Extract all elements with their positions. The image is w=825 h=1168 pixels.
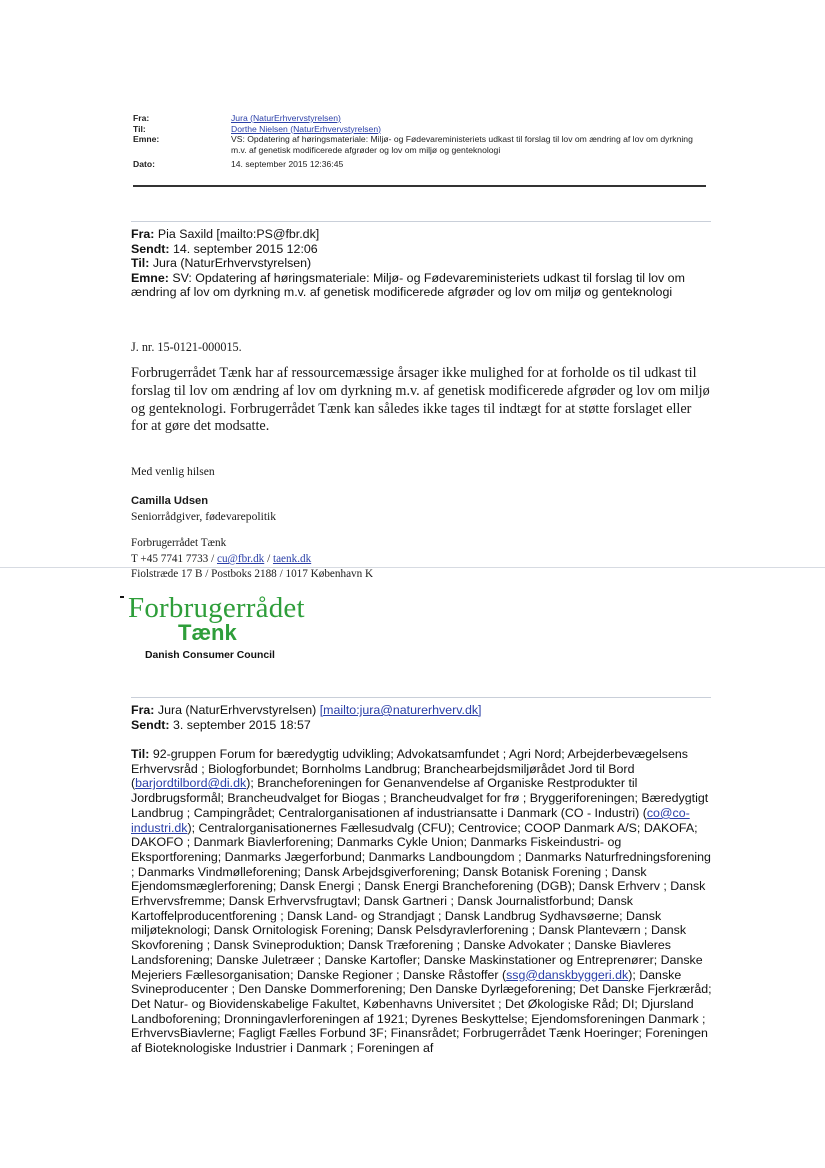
message1-to-line [131,256,711,271]
message2-sent-value: 3. september 2015 18:57 [173,717,311,732]
message1-subject-line [131,271,711,300]
recipient-email-link-1[interactable]: barjordtilbord@di.dk [135,776,247,791]
signature-name: Camilla Udsen [131,495,209,507]
scan-line [0,567,825,568]
header-subject-value: VS: Opdatering af høringsmateriale: Miljø- og Fødevareministeriets udkast til forslag til lov om ændring af lov om dyrkning m.v. af genetisk modificerede afgrøder og lov om miljø og genteknologi [231,134,693,155]
message2-from-line [131,703,711,718]
signature-email-link[interactable]: cu@fbr.dk [216,553,265,565]
message2-from-mailto-link[interactable]: [mailto:jura@naturerhverv.dk] [319,703,482,717]
header-subject-label: Emne: [133,134,160,144]
message2-recipients [131,747,713,1056]
message2-from-label: Fra: [131,703,155,717]
logo-line2: Tænk [178,620,237,645]
message1-from-label: Fra: [131,227,155,241]
forward-header [133,113,708,170]
header-divider [133,185,706,187]
message2-sent-line [131,718,711,733]
recipients-part1: 92-gruppen Forum for bæredygtig udvikling; Advokatsamfundet ; Agri Nord; Arbejderbevægelsens Erhvervsråd ; Biologforbundet; Bornholms Landbrug; Branchearbejdsmiljørådet Jord til Bord ( [131,747,688,791]
header-to-row [133,124,708,135]
header-from-row [133,113,708,124]
signature-address: Fiolstræde 17 B / Postboks 2188 / 1017 København K [131,568,374,580]
message1-sent-label: Sendt: [131,241,170,256]
signature-slash: / [267,553,271,565]
journal-number: J. nr. 15-0121-000015. [131,340,242,354]
logo-line1: Forbrugerrådet [128,592,305,624]
signature-web-link[interactable]: taenk.dk [272,553,312,565]
body-paragraph: Forbrugerrådet Tænk har af ressourcemæssige årsager ikke mulighed for at forholde os til udkast til forslag til lov om ændring af lov om dyrkning m.v. af genetisk modificerede afgrøder og lov om miljø og genteknologi. Forbrugerrådet Tænk kan således ikke tages til indtægt for at støtte forslaget eller for at gøre det modsatte. [131,365,710,435]
logo-line3: Danish Consumer Council [145,650,275,661]
header-to-label: Til: [133,123,146,134]
message2-sent-label: Sendt: [131,717,170,732]
message1-from-value: Pia Saxild [mailto:PS@fbr.dk] [157,227,320,241]
message1-to-label: Til: [131,256,150,271]
greeting: Med venlig hilsen [131,465,215,478]
message1-subject-value: SV: Opdatering af høringsmateriale: Miljø- og Fødevareministeriets udkast til forslag til lov om ændring af lov om dyrkning m.v. af genetisk modificerede afgrøder og lov om miljø og genteknologi [131,270,685,300]
header-from-link[interactable]: Jura (NaturErhvervstyrelsen) [231,113,341,123]
message2-meta [131,703,711,732]
recipients-part4: ); Danske Svineproducenter ; Den Danske Dommerforening; Den Danske Dyrlægeforening; Det Danske Fjerkræråd; Det Natur- og Biovidenskabelige Fakultet, Københavns Universitet ; Det Økologiske Råd; DI; Djursland Landboforening; Dronningavlerforeningen af 1921; Dyrenes Beskyttelse; Ejendomsforeningen Danmark ; ErhvervsBiavlerne; Fagligt Fælles Forbund 3F; Finansrådet; Forbrugerrådet Tænk Hoeringer; Foreningen af Bioteknologiske Industrier i Danmark ; Foreningen af [131,967,712,1056]
signature-contact [131,553,311,565]
message2-to-label: Til: [131,747,150,761]
recipient-email-link-3[interactable]: ssg@danskbyggeri.dk [506,967,629,982]
message1-sent-value: 14. september 2015 12:06 [173,241,318,256]
signature-title: Seniorrådgiver, fødevarepolitik [131,510,277,523]
header-to-link[interactable]: Dorthe Nielsen (NaturErhvervstyrelsen) [231,123,381,134]
message1-to-value: Jura (NaturErhvervstyrelsen) [152,256,312,271]
message1-subject-label: Emne: [131,270,169,285]
signature-phone: T +45 7741 7733 / [131,553,215,565]
message1-sent-line [131,242,711,257]
brand-logo [120,592,380,667]
header-date-row [133,159,708,170]
message1-from-line [131,227,711,242]
recipients-part3: ); Centralorganisationernes Fællesudvalg (CFU); Centrovice; COOP Danmark A/S; DAKOFA; DAKOFO ; Danmark Biavlerforening; Danmarks Cykle Union; Danmarks Fiskeindustri- og Eksportforening; Danmarks Jægerforbund; Danmarks Landboungdom ; Danmarks Naturfredningsforening ; Danmarks Vindmølleforening; Dansk Arbejdsgiverforening; Dansk Botanisk Forening ; Dansk Ejendomsmæglerforening; Dansk Energi ; Dansk Energi Brancheforening (DGB); Dansk Erhverv ; Dansk Erhvervsfremme; Dansk Erhvervsfrugtavl; Dansk Gartneri ; Dansk Journalistforbund; Dansk Kartoffelproducentforening ; Dansk Land- og Strandjagt ; Dansk Landbrug Sydhavsøerne; Dansk miljøteknologi; Dansk Ornitologisk Forening; Dansk Pelsdyravlerforening ; Dansk Planteværn ; Dansk Skovforening ; Dansk Svineproduktion; Dansk Træforening ; Danske Advokater ; Danske Biavleres Landsforening; Danske Juletræer ; Danske Kartofler; Danske Maskinstationer og Entreprenører; Danske Mejeriers Fællesorganisation; Danske Regioner ; Danske Råstoffer ( [131,820,711,982]
recipients-part2: ); Brancheforeningen for Genanvendelse af Organiske Restprodukter til Jordbrugsformål; Brancheudvalget for Biogas ; Brancheudvalget for frø ; Bryggeriforeningen; Bæredygtigt Landbrug ; Campingrådet; Centralorganisationen af industriansatte i Danmark (CO - Industri) ( [131,776,709,820]
header-subject-row [133,134,708,155]
message-separator [131,221,711,222]
message2-separator [131,697,711,698]
message2-from-value: Jura (NaturErhvervstyrelsen) [157,703,317,717]
header-date-label: Dato: [133,159,155,169]
header-date-value: 14. september 2015 12:36:45 [231,159,344,169]
header-from-label: Fra: [133,113,150,123]
recipient-email-link-2[interactable]: co@co-industri.dk [131,805,690,835]
signature-org: Forbrugerrådet Tænk [131,537,227,549]
message1-meta [131,227,711,300]
